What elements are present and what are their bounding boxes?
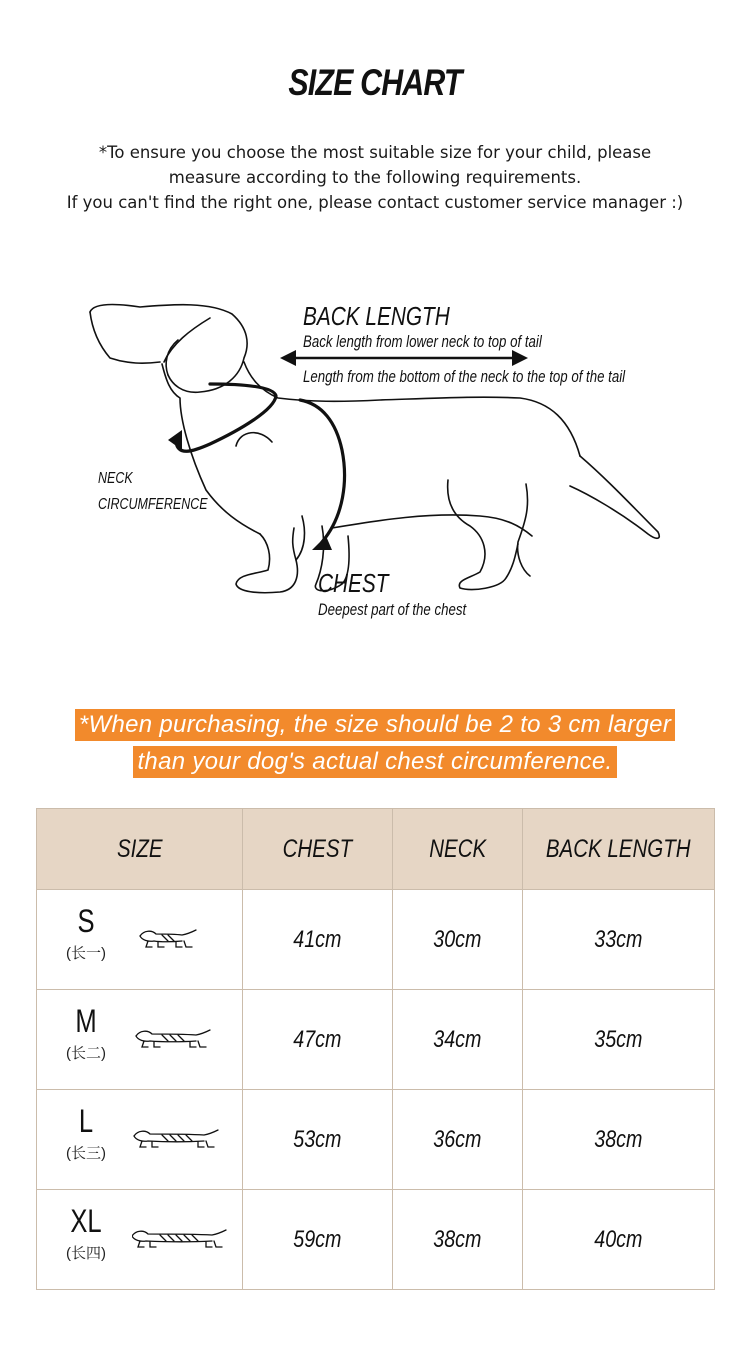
neck-value: 34cm <box>393 990 523 1090</box>
back-length-value: 38cm <box>523 1090 715 1190</box>
table-row <box>37 1190 715 1290</box>
intro-line-2: measure according to the following requirements. <box>168 168 582 187</box>
chest-title: CHEST <box>318 568 389 598</box>
chest-value: 59cm <box>243 1190 393 1290</box>
intro-text <box>0 140 750 215</box>
measurement-diagram <box>60 280 740 640</box>
dachshund-l-icon <box>132 1126 232 1152</box>
chest-value: 53cm <box>243 1090 393 1190</box>
neck-value: 36cm <box>393 1090 523 1190</box>
neck-value: 30cm <box>393 890 523 990</box>
size-sub: (长四) <box>66 1245 106 1262</box>
size-code: M <box>75 1003 97 1039</box>
size-code: L <box>78 1103 94 1139</box>
size-sub: (长三) <box>66 1145 106 1162</box>
header-chest: CHEST <box>243 809 393 890</box>
back-length-desc-2: Length from the bottom of the neck to the top of the tail <box>303 367 626 386</box>
header-neck: NECK <box>393 809 523 890</box>
table-row <box>37 890 715 990</box>
table-header-row <box>37 809 715 890</box>
back-length-value: 33cm <box>523 890 715 990</box>
dachshund-m-icon <box>132 1026 232 1052</box>
notice-line-2: than your dog's actual chest circumference. <box>133 746 616 778</box>
header-back-length: BACK LENGTH <box>523 809 715 890</box>
back-length-title: BACK LENGTH <box>303 301 450 331</box>
neck-label <box>98 466 208 518</box>
table-row <box>37 990 715 1090</box>
size-cell <box>37 990 243 1090</box>
size-cell <box>37 890 243 990</box>
back-length-value: 40cm <box>523 1190 715 1290</box>
size-cell <box>37 1190 243 1290</box>
chest-desc: Deepest part of the chest <box>318 600 467 619</box>
neck-value: 38cm <box>393 1190 523 1290</box>
header-size: SIZE <box>37 809 243 890</box>
dachshund-s-icon <box>132 926 232 952</box>
notice-line-1-wrap <box>0 709 750 741</box>
back-length-value: 35cm <box>523 990 715 1090</box>
size-code: S <box>77 903 95 939</box>
intro-line-1: *To ensure you choose the most suitable size for your child, please <box>98 143 652 162</box>
chest-value: 41cm <box>243 890 393 990</box>
size-table <box>36 808 715 1290</box>
neck-label-line-2: CIRCUMFERENCE <box>98 496 208 513</box>
notice-line-1: *When purchasing, the size should be 2 to 3 cm larger <box>75 709 675 741</box>
chest-value: 47cm <box>243 990 393 1090</box>
size-cell <box>37 1090 243 1190</box>
table-row <box>37 1090 715 1190</box>
intro-line-3: If you can't find the right one, please contact customer service manager :) <box>66 193 684 212</box>
size-sub: (长二) <box>66 1045 106 1062</box>
neck-label-line-1: NECK <box>98 470 133 487</box>
back-length-desc-1: Back length from lower neck to top of tail <box>303 332 542 351</box>
page-title: SIZE CHART <box>288 62 462 103</box>
size-sub: (长一) <box>66 945 106 962</box>
notice-line-2-wrap <box>0 746 750 778</box>
size-code: XL <box>70 1203 102 1239</box>
dachshund-xl-icon <box>132 1226 232 1252</box>
